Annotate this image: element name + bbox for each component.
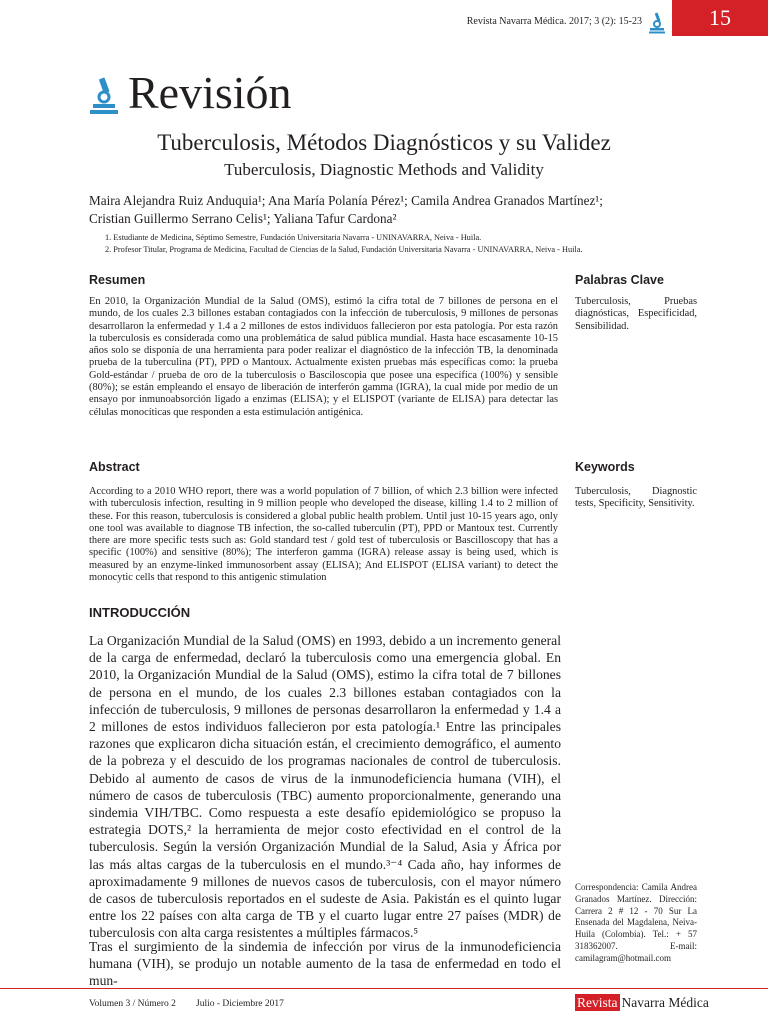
correspondence-note: Correspondencia: Camila Andrea Granados Martínez. Dirección: Carrera 2 # 12 - 70 Sur La Ensenada del Magdalena, Neiva-Huila (Colombia). Tel.: + 57 318362007. E-mail: camilagram@hotmail.com bbox=[575, 882, 697, 963]
journal-brand bbox=[575, 995, 709, 1011]
journal-reference: Revista Navarra Médica. 2017; 3 (2): 15-23 bbox=[466, 16, 642, 27]
footer-volume: Volumen 3 / Número 2 bbox=[89, 999, 176, 1009]
introduccion-paragraph: Tras el surgimiento de la sindemia de infección por virus de la inmunodeficiencia humana (VIH), se produjo un notable aumento de la tasa de enfermedad en todo el mun- bbox=[89, 939, 561, 989]
abstract-text: According to a 2010 WHO report, there was a world population of 7 billion, of which 2.3 billion were infected with tuberculosis infection, resulting in 9 million people who developed the disease, killing 1.4 to 2 million of these. For this reason, tuberculosis is considered a global public health problem. Until just 10-15 years ago, only one tool was available to diagnose TB infection, the so-called tuberculin (PT), PPD or Mantoux test. Currently there are more specific tests such as: Gold standard test / gold test of tuberculosis or Bascilloscopy that has a specific (100%) and sensitive (80%); The interferon gamma (IGRA) release assay is being used, which is measured by an enzyme-linked immunosorbent assay (ELISA); And ELISPOT (ELISA variant) to detect the monocytic cells that respond to this antigenic stimulation bbox=[89, 486, 558, 584]
affiliation: 1. Estudiante de Medicina, Séptimo Semestre, Fundación Universitaria Navarra - UNINAVARRA, Neiva - Huila. bbox=[105, 233, 482, 242]
introduccion-paragraph: La Organización Mundial de la Salud (OMS) en 1993, debido a un incremento general de la carga de enfermedad, declaró la tuberculosis como una emergencia global. En 2010, la Organización Mundial de la Salud (OMS), estimo la cifra total de 7 billones de persona en el mundo, de los cuales 2.3 billones estaban contagiados con la infección de tuberculosis, 9 millones de personas desarrollaron la enfermedad y 1.4 a 2 millones de estos individuos fallecieron por esta patología.¹ Entre las principales razones que explicaron dicha situación están, el crecimiento demográfico, el aumento de la pobreza y el descuido de los programas nacionales de control de tuberculosis. Debido al aumento de casos de virus de la inmunodeficiencia humana (VIH), el número de casos de tuberculosis (TBC) aumento proporcionalmente, generando una sindemia VIH/TBC. Como respuesta a este desafío epidemiológico se propuso la estrategia DOTS,² la herramienta de mejor costo efectividad en el control de la tuberculosis. Según la versión Organización Mundial de la Salud, Asia y África por las más altas cargas de la tuberculosis en el mundo.³⁻⁴ Cada año, hay informes de aproximadamente 9 millones de nuevos casos de tuberculosis, con el mayor número de casos de tuberculosis reportados en el sudeste de Asia. Pakistán es el quinto lugar entre los 22 países con alta carga de TB y el cuarto lugar entre 27 países (MDR) de tuberculosis con alta carga resistentes a múltiples fármacos.⁵ bbox=[89, 633, 561, 941]
palabras-clave-text: Tuberculosis, Pruebas diagnósticas, Especificidad, Sensibilidad. bbox=[575, 296, 697, 332]
keywords-text: Tuberculosis, Diagnostic tests, Specificity, Sensitivity. bbox=[575, 486, 697, 510]
footer-date: Julio - Diciembre 2017 bbox=[196, 999, 284, 1009]
author-line: Maira Alejandra Ruiz Anduquia¹; Ana María Polanía Pérez¹; Camila Andrea Granados Martínez¹; bbox=[89, 193, 603, 208]
article-title-english: Tuberculosis, Diagnostic Methods and Validity bbox=[224, 160, 544, 179]
palabras-clave-heading: Palabras Clave bbox=[575, 273, 664, 287]
footer-divider bbox=[0, 988, 768, 989]
affiliation: 2. Profesor Titular, Programa de Medicina, Facultad de Ciencias de la Salud, Fundación Universitaria Navarra - UNINAVARRA, Neiva - Huila. bbox=[105, 245, 583, 254]
page-number: 15 bbox=[709, 5, 731, 30]
journal-brand-part: Revista bbox=[577, 995, 618, 1010]
keywords-heading: Keywords bbox=[575, 460, 635, 474]
section-title: Revisión bbox=[128, 67, 292, 118]
microscope-icon bbox=[88, 77, 120, 115]
introduccion-heading: INTRODUCCIÓN bbox=[89, 605, 191, 620]
affiliation-list bbox=[105, 232, 705, 256]
resumen-heading: Resumen bbox=[89, 273, 146, 287]
journal-brand-part: Navarra Médica bbox=[621, 995, 709, 1010]
abstract-heading: Abstract bbox=[89, 460, 140, 474]
resumen-text: En 2010, la Organización Mundial de la Salud (OMS), estimó la cifra total de 7 billones de persona en el mundo, de los cuales 2.3 billones estaban contagiados con la infección de tuberculosis, 9 millones de personas desarrollaron la enfermedad y 1.4 a 2 millones de estos individuos fallecieron por esta patología. Por esta razón la tuberculosis es considerada como una problemática de salud pública mundial. Hasta hace escasamente 10-15 años solo se disponía de una herramienta para poder realizar el diagnóstico de la infección TB, la denominada prueba de la tuberculina (PT), PPD o Mantoux. Actualmente existen pruebas más específicas como: la prueba Gold-estándar / prueba de oro de la tuberculosis o Basciloscopia que posee una específica (100%) y sensible (80%); se están empleando el ensayo de liberación de interferón gamma (IGRA), la cual mide por medio de un ensayo por inmunoabsorción ligado a enzimas (ELISA); y el ELISPOT (variante de ELISA) para detectar las células monocíticas que responden a esta estimulación antigénica. bbox=[89, 296, 558, 418]
author-list bbox=[89, 192, 689, 228]
page-number-box bbox=[672, 0, 768, 36]
author-line: Cristian Guillermo Serrano Celis¹; Yaliana Tafur Cardona² bbox=[89, 211, 397, 226]
article-title-spanish: Tuberculosis, Métodos Diagnósticos y su Validez bbox=[157, 130, 611, 155]
microscope-icon bbox=[647, 12, 667, 34]
